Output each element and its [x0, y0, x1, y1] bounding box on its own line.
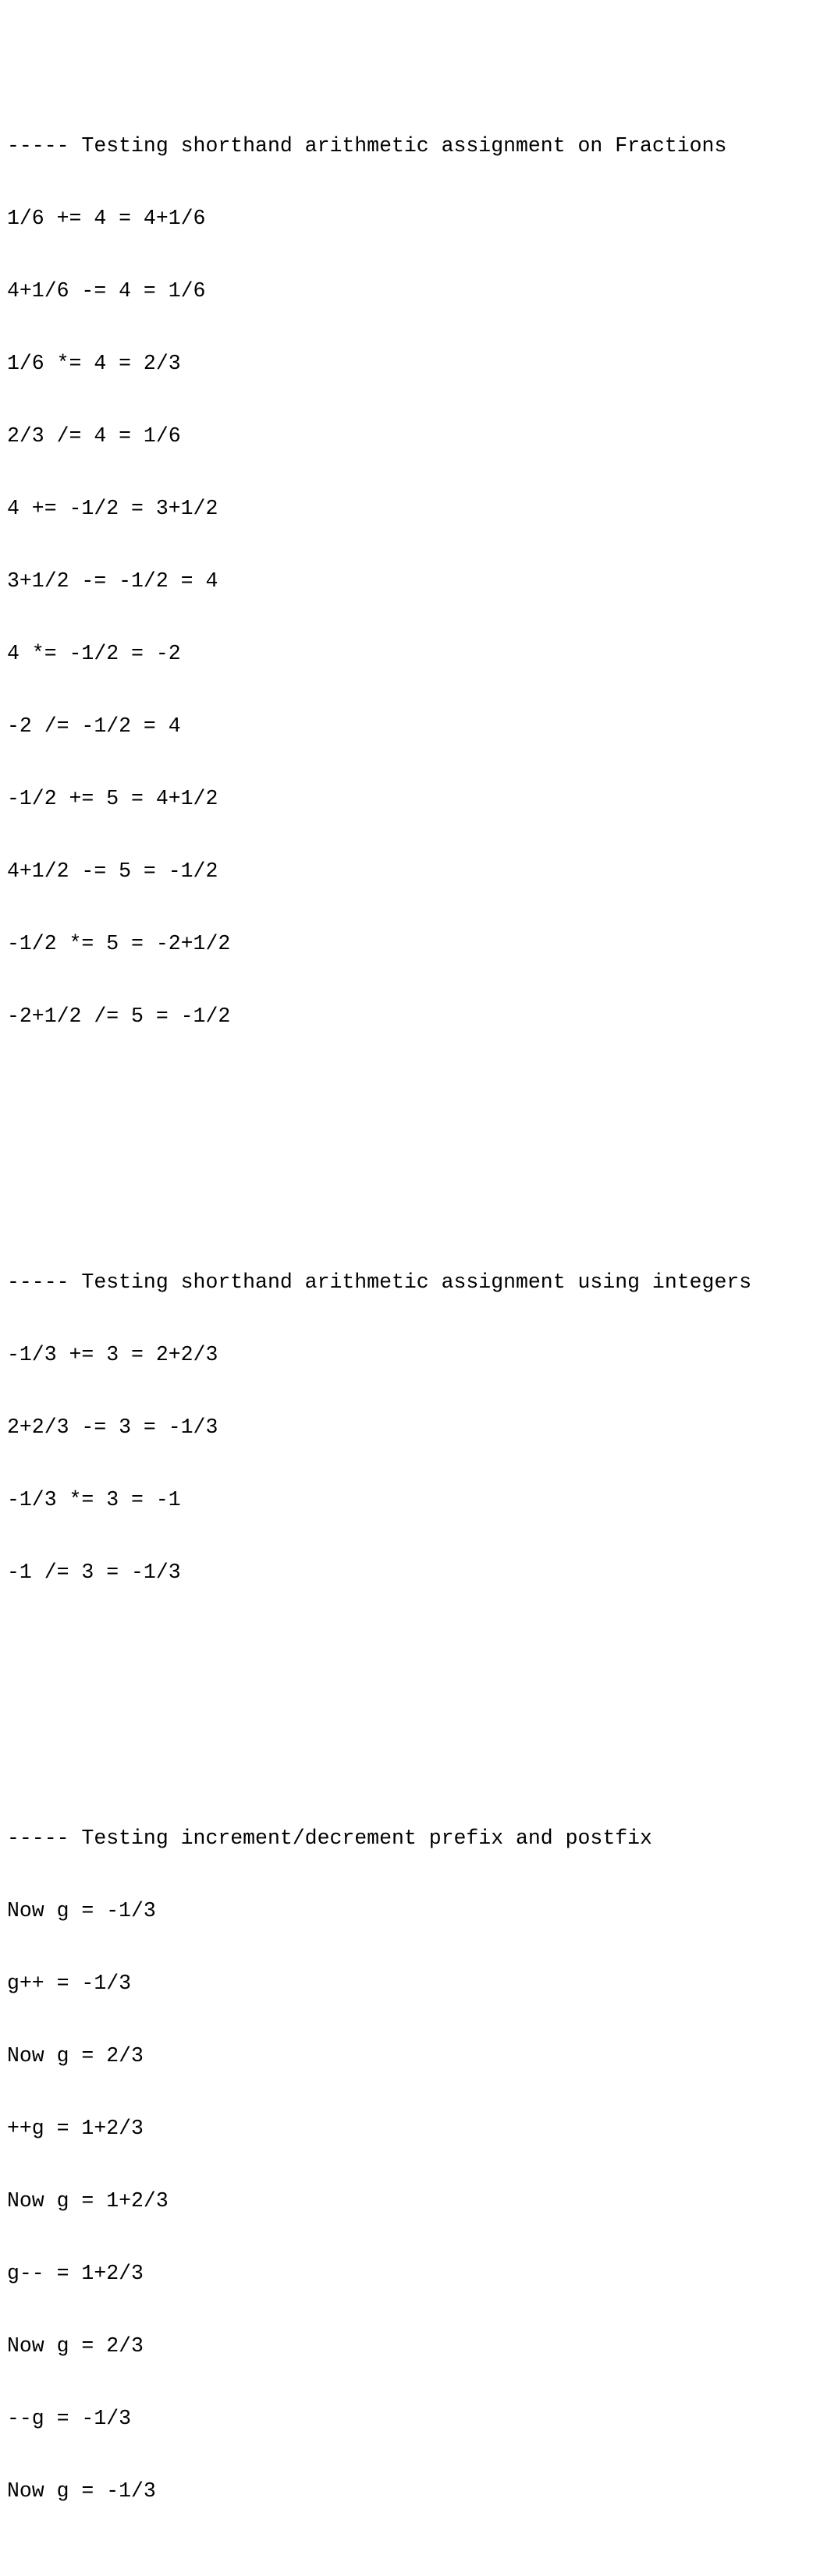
output-line: Now g = 2/3: [7, 2334, 144, 2358]
output-line: 4+1/2 -= 5 = -1/2: [7, 859, 218, 883]
output-line: g-- = 1+2/3: [7, 2262, 144, 2285]
output-line: ++g = 1+2/3: [7, 2117, 144, 2140]
output-line: 4+1/6 -= 4 = 1/6: [7, 279, 206, 303]
output-line: -1/3 += 3 = 2+2/3: [7, 1343, 218, 1366]
section-header: ----- Testing increment/decrement prefix and postfix: [7, 1827, 652, 1850]
blank-line: [7, 1681, 751, 1706]
output-line: 1/6 *= 4 = 2/3: [7, 352, 181, 375]
section-header: ----- Testing shorthand arithmetic assignment on Fractions: [7, 134, 727, 158]
output-line: g++ = -1/3: [7, 1972, 132, 1995]
output-line: Now g = 2/3: [7, 2044, 144, 2068]
output-line: Now g = -1/3: [7, 2479, 156, 2503]
section-integers: [7, 1222, 751, 1633]
output-line: Now g = -1/3: [7, 1899, 156, 1922]
output-line: 2+2/3 -= 3 = -1/3: [7, 1416, 218, 1439]
output-line: 4 += -1/2 = 3+1/2: [7, 497, 218, 520]
output-line: 1/6 += 4 = 4+1/6: [7, 207, 206, 230]
section-increment-decrement: [7, 1778, 751, 2552]
output-line: 3+1/2 -= -1/2 = 4: [7, 569, 218, 593]
section-header: ----- Testing shorthand arithmetic assignment using integers: [7, 1270, 752, 1294]
output-line: 4 *= -1/2 = -2: [7, 642, 181, 665]
output-line: 2/3 /= 4 = 1/6: [7, 424, 181, 448]
blank-line: [7, 1125, 751, 1150]
output-line: --g = -1/3: [7, 2407, 132, 2430]
output-line: -1/3 *= 3 = -1: [7, 1488, 181, 1511]
console-output: [7, 13, 751, 2576]
section-fractions: [7, 86, 751, 1077]
output-line: -1 /= 3 = -1/3: [7, 1561, 181, 1584]
output-line: -1/2 *= 5 = -2+1/2: [7, 932, 231, 955]
output-line: Now g = 1+2/3: [7, 2189, 169, 2213]
output-line: -2+1/2 /= 5 = -1/2: [7, 1005, 231, 1028]
output-line: -2 /= -1/2 = 4: [7, 714, 181, 738]
output-line: -1/2 += 5 = 4+1/2: [7, 787, 218, 810]
